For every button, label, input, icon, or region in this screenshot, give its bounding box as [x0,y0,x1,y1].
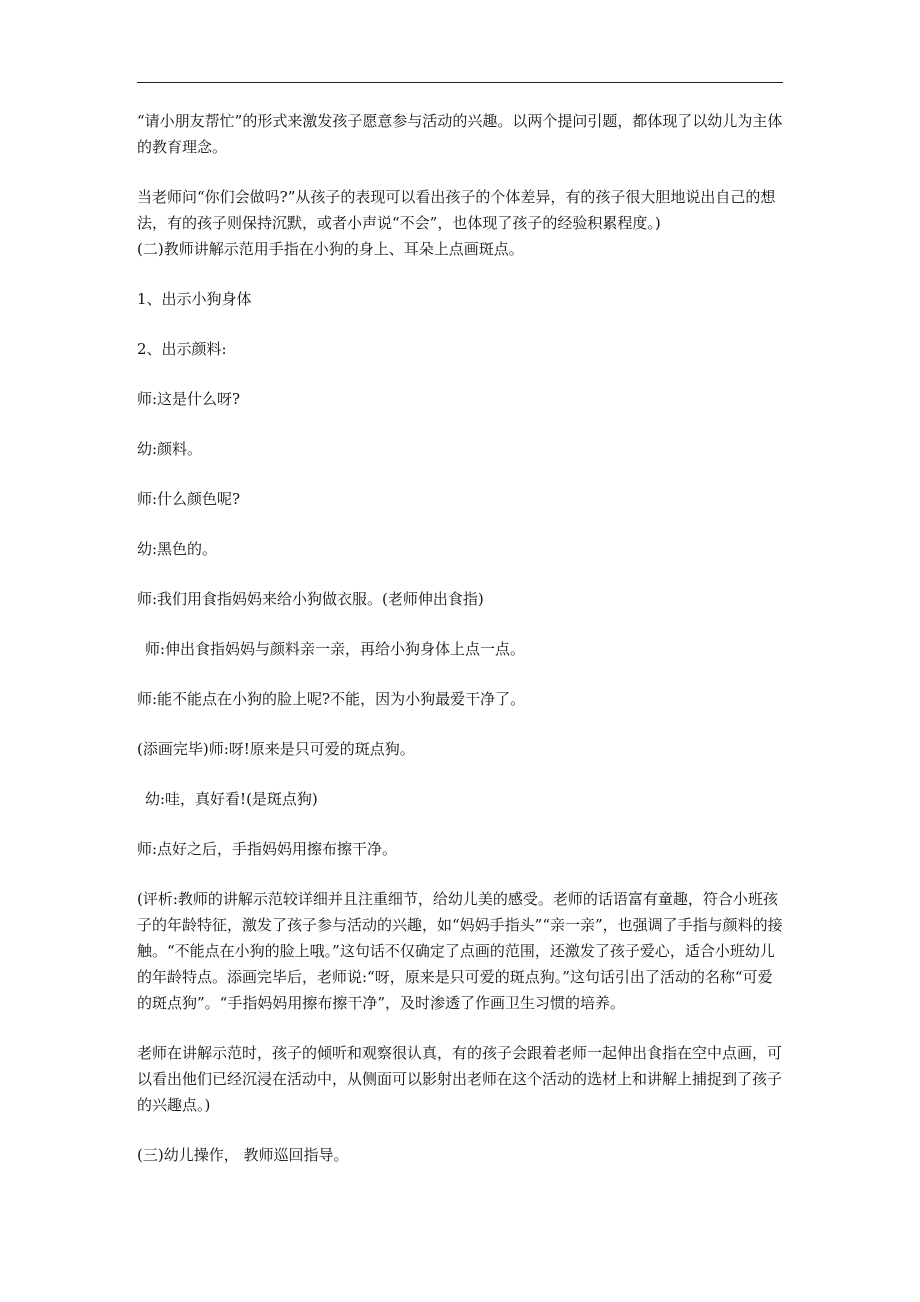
dialogue-line: (添画完毕)师:呀!原来是只可爱的斑点狗。 [137,740,415,758]
list-item-2: 2、出示颜料: [137,340,227,358]
dialogue-line: 幼:颜料。 [137,440,203,458]
section-heading-2: (二)教师讲解示范用手指在小狗的身上、耳朵上点画斑点。 [137,240,524,258]
dialogue-line: 师:什么颜色呢? [137,490,241,508]
paragraph-observation: 老师在讲解示范时，孩子的倾听和观察很认真，有的孩子会跟着老师一起伸出食指在空中点画，可以看出他们已经沉浸在活动中，从侧面可以影射出老师在这个活动的选材上和讲解上捕捉到了孩子的兴趣点。) [137,1044,783,1114]
dialogue-line: 师:点好之后，手指妈妈用擦布擦干净。 [137,840,398,858]
dialogue-line: 师:这是什么呀? [137,390,241,408]
paragraph-teacher-question: 当老师问“你们会做吗?”从孩子的表现可以看出孩子的个体差异，有的孩子很大胆地说出自己的想法，有的孩子则保持沉默，或者小声说“不会”，也体现了孩子的经验积累程度。) [137,188,776,232]
dialogue-line: 师:能不能点在小狗的脸上呢?不能，因为小狗最爱干净了。 [137,690,526,708]
dialogue-line: 师:我们用食指妈妈来给小狗做衣服。(老师伸出食指) [137,590,484,608]
dialogue-line: 幼:哇，真好看!(是斑点狗) [145,790,318,808]
paragraph-commentary: (评析:教师的讲解示范较详细并且注重细节，给幼儿美的感受。老师的话语富有童趣，符合小班孩子的年龄特征，激发了孩子参与活动的兴趣，如“妈妈手指头”“亲一亲”，也强调了手指与颜料的接触。“不能点在小狗的脸上哦。”这句话不仅确定了点画的范围，还激发了孩子爱心，适合小班幼儿的年龄特点。添画完毕后，老师说:“呀，原来是只可爱的斑点狗。”这句话引出了活动的名称“可爱的斑点狗”。“手指妈妈用擦布擦干净”，及时渗透了作画卫生习惯的培养。 [137,890,783,1012]
dialogue-line: 幼:黑色的。 [137,540,218,558]
paragraph-intro: “请小朋友帮忙”的形式来激发孩子愿意参与活动的兴趣。以两个提问引题，都体现了以幼儿为主体的教育理念。 [137,112,783,156]
section-heading-3: (三)幼儿操作， 教师巡回指导。 [137,1146,349,1164]
header-rule [137,82,783,83]
list-item-1: 1、出示小狗身体 [137,290,252,308]
dialogue-line: 师:伸出食指妈妈与颜料亲一亲，再给小狗身体上点一点。 [145,640,526,658]
document-body [137,108,787,1168]
